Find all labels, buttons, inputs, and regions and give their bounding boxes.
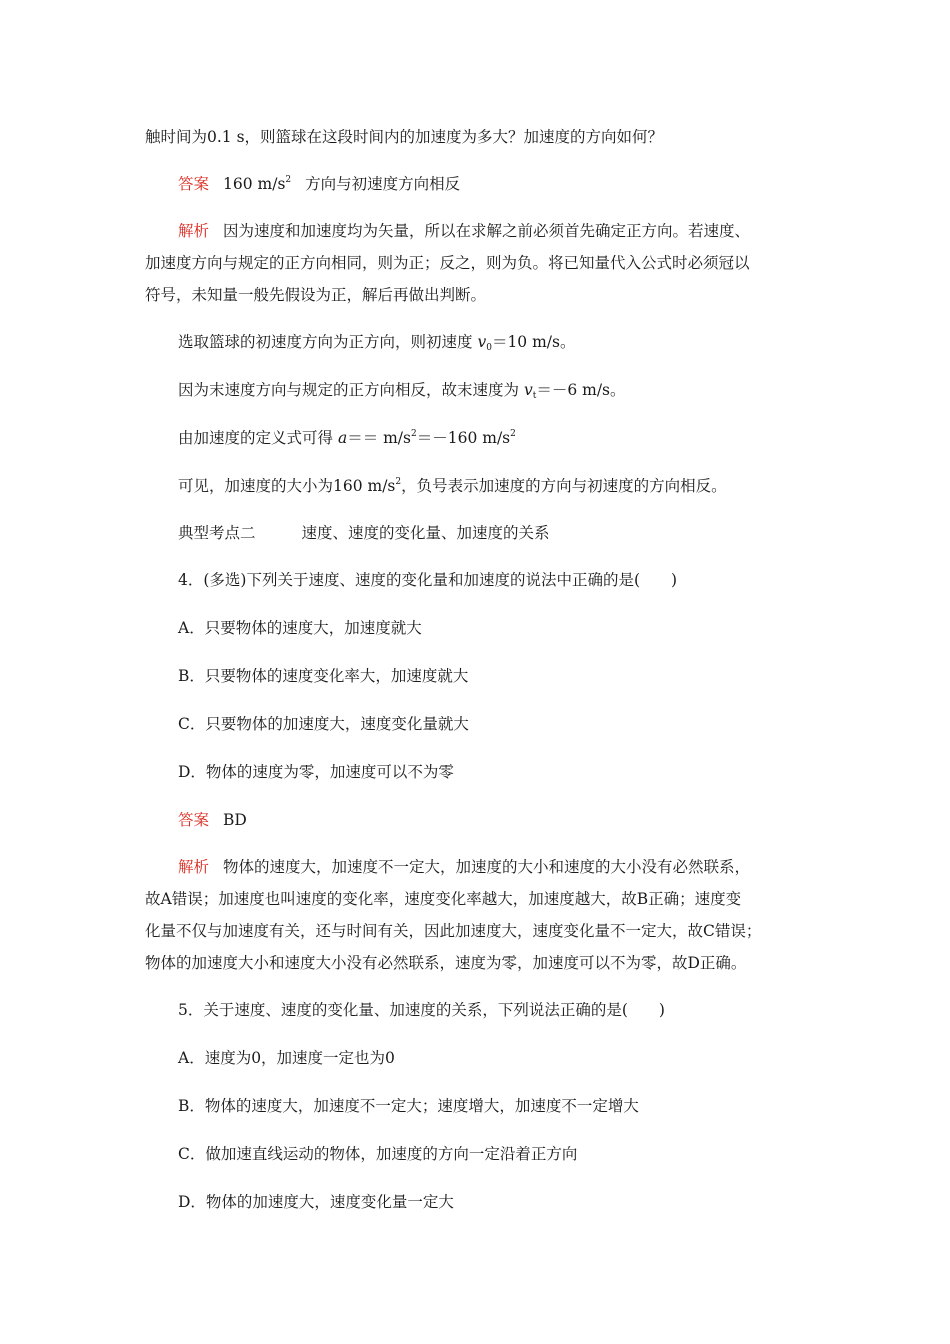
q5-option-a: A．速度为0，加速度一定也为0 [178, 1049, 395, 1067]
q4-analysis-line-4: 物体的加速度大小和速度大小没有必然联系，速度为零，加速度可以不为零，故D正确。 [145, 954, 747, 972]
q3-analysis-line-3: 符号，未知量一般先假设为正，解后再做出判断。 [145, 286, 487, 304]
q4-analysis-line-2: 故A错误；加速度也叫速度的变化率，速度变化率越大，加速度越大，故B正确；速度变 [145, 890, 742, 908]
q3-stem-tail: 触时间为0.1 s，则篮球在这段时间内的加速度为多大？加速度的方向如何？ [145, 128, 664, 146]
q3-answer: 答案 160 $m/s^2$ 方向与初速度方向相反 [178, 175, 461, 193]
section-title: 速度、速度的变化量、加速度的关系 [301, 524, 550, 542]
q4-option-c: C．只要物体的加速度大，速度变化量就大 [178, 715, 469, 733]
answer-label: 答案 [178, 175, 210, 193]
q4-stem: 4．(多选)下列关于速度、速度的变化量和加速度的说法中正确的是( ) [178, 571, 678, 589]
q3-step-3: 由加速度的定义式可得 $a== m/s^2=-160$ $m/s^2$ [178, 429, 516, 447]
q4-analysis-line-3: 化量不仅与加速度有关，还与时间有关，因此加速度大，速度变化量不一定大，故C错误； [145, 922, 762, 940]
q5-option-d: D．物体的加速度大，速度变化量一定大 [178, 1193, 454, 1211]
analysis-label: 解析 [178, 222, 210, 240]
q3-step-1: 选取篮球的初速度方向为正方向，则初速度 $v_0=10$ m/s。 [178, 333, 576, 353]
answer-direction: 方向与初速度方向相反 [305, 175, 461, 193]
q4-analysis-line-1: 解析 物体的速度大，加速度不一定大，加速度的大小和速度的大小没有必然联系， [178, 858, 751, 876]
q3-step-2: 因为末速度方向与规定的正方向相反，故末速度为 $v_t=-6$ m/s。 [178, 381, 626, 401]
section-heading [178, 523, 848, 543]
q4-option-a: A．只要物体的速度大，加速度就大 [178, 619, 422, 637]
q3-step-4: 可见，加速度的大小为160 $m/s^2$，负号表示加速度的方向与初速度的方向相反。 [178, 477, 727, 495]
section-label: 典型考点二 [178, 524, 256, 542]
q5-option-c: C．做加速直线运动的物体，加速度的方向一定沿着正方向 [178, 1145, 578, 1163]
answer-label: 答案 [178, 811, 210, 829]
q4-answer [178, 810, 848, 830]
analysis-label: 解析 [178, 858, 210, 876]
q4-option-d: D．物体的速度为零，加速度可以不为零 [178, 763, 454, 781]
answer-value: BD [223, 811, 247, 829]
answer-value: 160 m/s [223, 175, 286, 193]
q3-analysis-line-1: 解析 因为速度和加速度均为矢量，所以在求解之前必须首先确定正方向。若速度、 [178, 222, 751, 240]
q4-option-b: B．只要物体的速度变化率大，加速度就大 [178, 667, 469, 685]
q3-analysis-line-2: 加速度方向与规定的正方向相同，则为正；反之，则为负。将已知量代入公式时必须冠以 [145, 254, 750, 272]
q5-option-b: B．物体的速度大，加速度不一定大；速度增大，加速度不一定增大 [178, 1097, 639, 1115]
q5-stem: 5．关于速度、速度的变化量、加速度的关系，下列说法正确的是( ) [178, 1001, 665, 1019]
